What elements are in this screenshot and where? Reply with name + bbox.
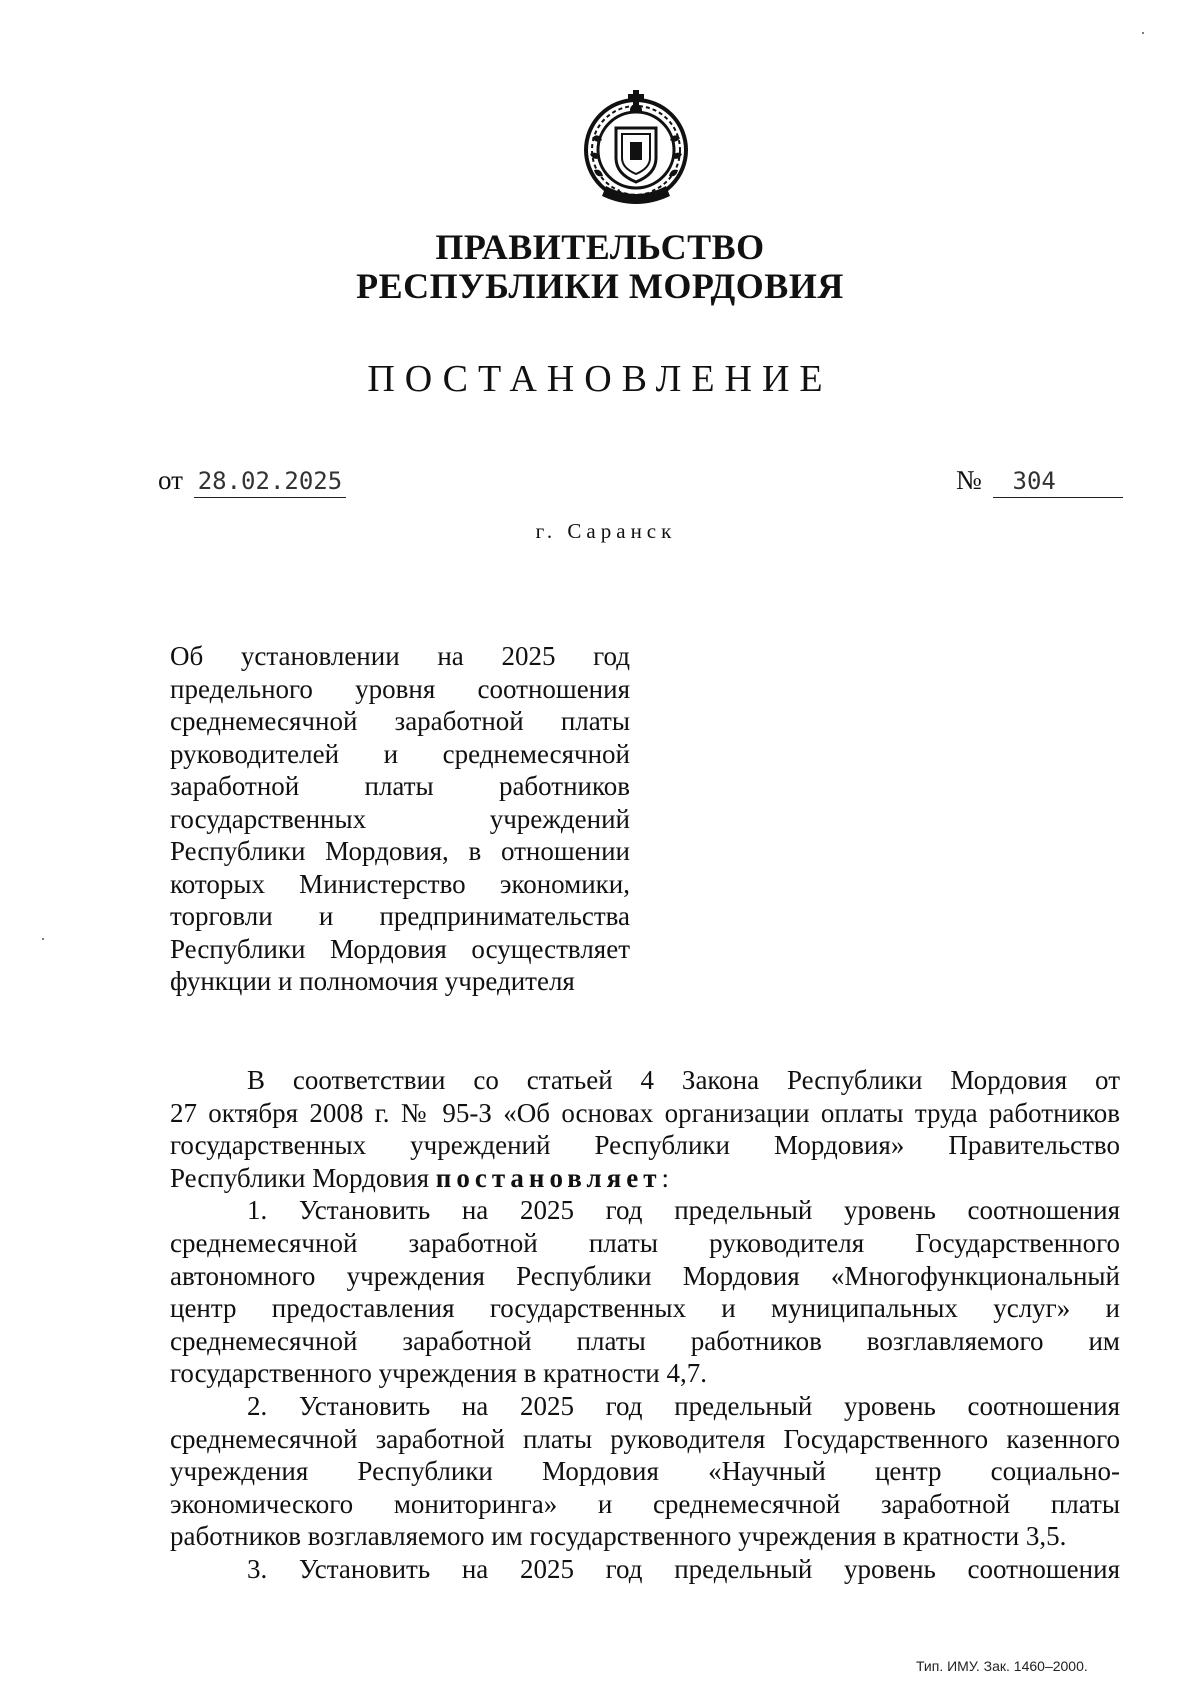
body-line: государственных учреждений Республики Мордовия» Правительство (170, 1130, 1120, 1161)
subject-line: государственных учреждений (170, 803, 630, 834)
number-prefix: № (956, 465, 982, 495)
body-line: 1. Установить на 2025 год предельный уровень соотношения (247, 1195, 1120, 1226)
body-text: Республики Мордовия (170, 1162, 436, 1193)
scan-speck (1142, 32, 1144, 34)
org-title-line2: РЕСПУБЛИКИ МОРДОВИЯ (356, 266, 844, 306)
subject-line: Об установлении на 2025 год (170, 641, 630, 671)
body-line: экономического мониторинга» и среднемесячной заработной платы (170, 1488, 1120, 1519)
document-type-heading: ПОСТАНОВЛЕНИЕ (367, 358, 833, 400)
subject-line: среднемесячной заработной платы (170, 706, 630, 736)
body-line: среднемесячной заработной платы руководителя Государственного (170, 1227, 1120, 1258)
body-line: учреждения Республики Мордовия «Научный центр социально- (170, 1456, 1120, 1487)
body-line: среднемесячной заработной платы руководителя Государственного казенного (170, 1423, 1120, 1454)
subject-line: предельного уровня соотношения (170, 673, 630, 704)
subject-line: которых Министерство экономики, (170, 868, 630, 899)
body-line: среднемесячной заработной платы работников возглавляемого им (170, 1325, 1120, 1356)
body-line: работников возглавляемого им государственного учреждения в кратности 3,5. (170, 1521, 1067, 1552)
date-prefix: от (158, 465, 183, 495)
body-line: 27 октября 2008 г. № 95-З «Об основах организации оплаты труда работников (170, 1097, 1120, 1128)
subject-block (170, 640, 630, 998)
printer-imprint: Тип. ИМУ. Зак. 1460–2000. (916, 1658, 1088, 1674)
coat-of-arms-emblem (580, 88, 692, 206)
body-line: В соответствии со статьей 4 Закона Республики Мордовия от (247, 1065, 1120, 1095)
city-line: г. Саранск (535, 519, 677, 543)
document-body (170, 1064, 1120, 1586)
scan-speck (42, 938, 44, 940)
resolves-word: постановляет (435, 1162, 662, 1193)
body-line: центр предоставления государственных и муниципальных услуг» и (170, 1293, 1120, 1324)
subject-line: торговли и предпринимательства (170, 901, 630, 931)
subject-line: заработной платы работников (170, 771, 630, 801)
body-line-resolves (170, 1162, 1120, 1195)
subject-line: Республики Мордовия осуществляет (170, 933, 630, 964)
body-line: 2. Установить на 2025 год предельный уровень соотношения (247, 1390, 1120, 1421)
date-row (158, 464, 346, 498)
subject-line: руководителей и среднемесячной (170, 738, 630, 769)
document-number: 304 (993, 465, 1123, 498)
body-text: : (661, 1162, 670, 1193)
number-row (956, 464, 1123, 498)
date-value: 28.02.2025 (194, 465, 347, 498)
subject-line: функции и полномочия учредителя (170, 966, 575, 996)
body-line: автономного учреждения Республики Мордовия «Многофункциональный (170, 1260, 1120, 1291)
body-line: государственного учреждения в кратности 4,7. (170, 1358, 707, 1389)
subject-line: Республики Мордовия, в отношении (170, 836, 630, 866)
org-title-line1: ПРАВИТЕЛЬСТВО (435, 227, 765, 267)
body-line: 3. Установить на 2025 год предельный уровень соотношения (247, 1553, 1120, 1584)
